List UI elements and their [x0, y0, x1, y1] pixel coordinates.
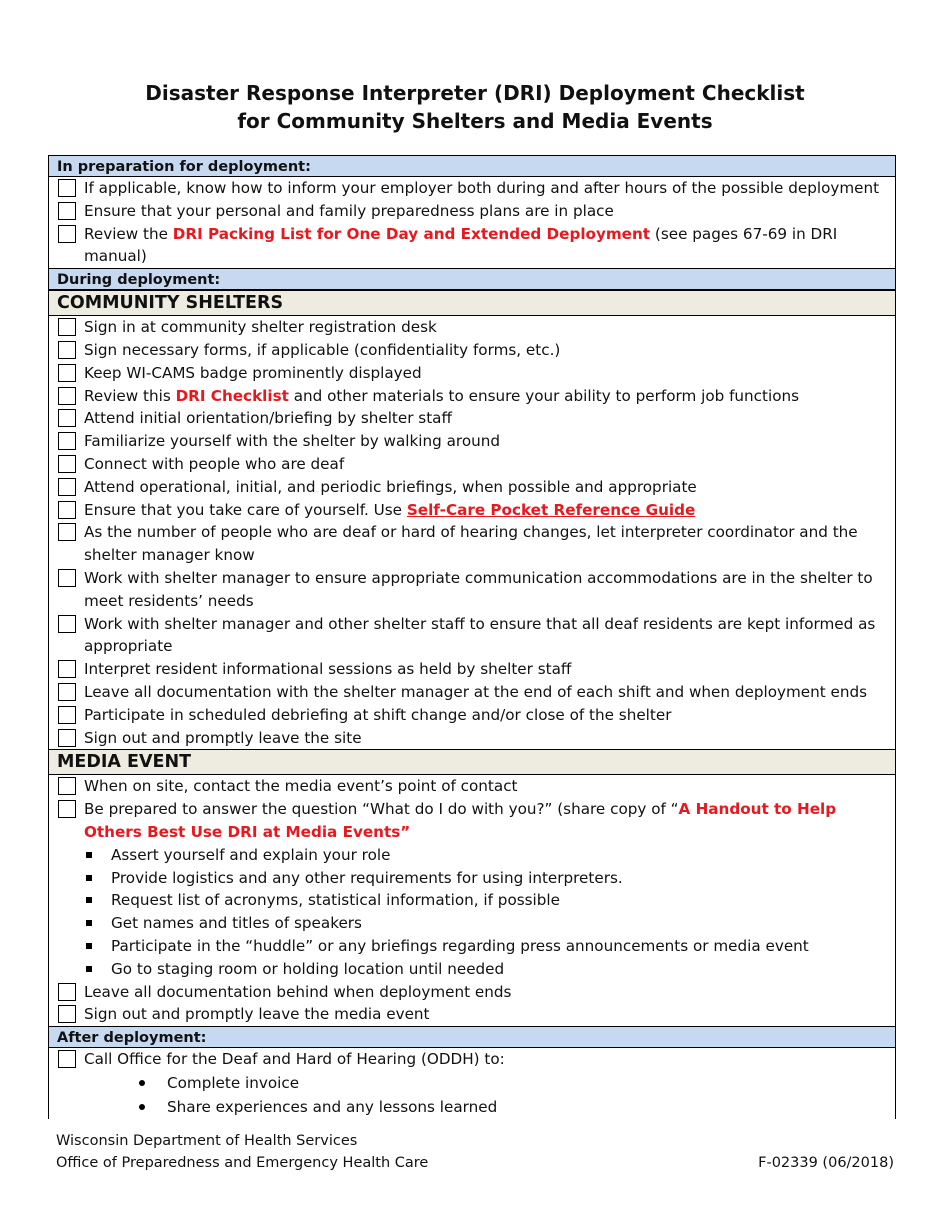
checklist-item	[49, 521, 895, 567]
item-text-after: (see pages 67-69 in DRI manual)	[84, 224, 838, 266]
checkbox[interactable]	[58, 660, 76, 678]
checklist-item	[49, 316, 895, 339]
item-text: If applicable, know how to inform your employer both during and after hours of the possible deployment	[84, 179, 880, 197]
checklist-item	[49, 362, 895, 385]
checklist-item	[49, 385, 895, 408]
checkbox[interactable]	[58, 1050, 76, 1068]
checklist-item	[49, 613, 895, 659]
item-text: Interpret resident informational sessions as held by shelter staff	[84, 660, 572, 679]
square-bullet-icon	[86, 852, 92, 858]
checkbox[interactable]	[58, 432, 76, 450]
item-text: Call Office for the Deaf and Hard of Hearing (ODDH) to:	[84, 1050, 505, 1069]
item-text: Sign out and promptly leave the site	[84, 728, 362, 747]
page-footer	[56, 1131, 894, 1174]
item-text-before: Review the	[84, 224, 173, 243]
square-bullet-icon	[86, 920, 92, 926]
bullet-text: Assert yourself and explain your role	[111, 845, 391, 864]
bullet-text: Participate in the “huddle” or any briefings regarding press announcements or media event	[111, 936, 809, 955]
square-bullet-icon	[86, 897, 92, 903]
list-item	[49, 958, 895, 981]
bullet-text: Request list of acronyms, statistical information, if possible	[111, 891, 560, 910]
checklist-item	[49, 476, 895, 499]
checkbox[interactable]	[58, 706, 76, 724]
checklist-item	[49, 223, 895, 269]
checkbox[interactable]	[58, 983, 76, 1001]
dri-checklist-link[interactable]: DRI Checklist	[175, 386, 289, 405]
packing-list-link[interactable]: DRI Packing List for One Day and Extended Deployment	[172, 224, 651, 243]
item-text	[84, 223, 895, 269]
bullet-text: Complete invoice	[167, 1073, 300, 1092]
checklist-item	[49, 200, 895, 223]
item-text	[84, 385, 895, 408]
item-text: Attend initial orientation/briefing by shelter staff	[84, 409, 452, 428]
checklist-table	[48, 155, 896, 1119]
checkbox[interactable]	[58, 225, 76, 243]
item-text: Leave all documentation behind when deployment ends	[84, 982, 512, 1001]
item-text: Leave all documentation with the shelter manager at the end of each shift and when deployment ends	[84, 682, 868, 701]
item-text: Sign necessary forms, if applicable (confidentiality forms, etc.)	[84, 340, 561, 359]
section-header-community-shelters: COMMUNITY SHELTERS	[49, 290, 895, 316]
list-item	[49, 1095, 895, 1119]
item-text: Attend operational, initial, and periodic briefings, when possible and appropriate	[84, 477, 697, 496]
item-text: When on site, contact the media event’s point of contact	[84, 777, 518, 796]
checkbox[interactable]	[58, 364, 76, 382]
checkbox[interactable]	[58, 455, 76, 473]
list-item	[49, 867, 895, 890]
list-item	[49, 935, 895, 958]
square-bullet-icon	[86, 966, 92, 972]
item-text-before: Ensure that you take care of yourself. Use	[84, 500, 407, 519]
checkbox[interactable]	[58, 800, 76, 818]
bullet-text: Go to staging room or holding location until needed	[111, 959, 505, 978]
item-text-after: and other materials to ensure your ability to perform job functions	[288, 386, 800, 405]
item-text: Work with shelter manager and other shelter staff to ensure that all deaf residents are kept informed as appropriate	[84, 614, 876, 656]
footer-department: Wisconsin Department of Health Services	[56, 1133, 358, 1149]
title-line-2: for Community Shelters and Media Events	[237, 109, 713, 133]
checklist-item	[49, 453, 895, 476]
item-text: Connect with people who are deaf	[84, 454, 345, 473]
checkbox[interactable]	[58, 569, 76, 587]
checkbox[interactable]	[58, 1005, 76, 1023]
checkbox[interactable]	[58, 341, 76, 359]
list-item	[49, 844, 895, 867]
checkbox[interactable]	[58, 501, 76, 519]
checklist-item	[49, 177, 895, 200]
checklist-item	[49, 798, 895, 844]
checklist-item	[49, 339, 895, 362]
item-text-before: Review this	[84, 386, 176, 405]
checklist-item	[49, 499, 895, 522]
item-text-before: Be prepared to answer the question “What do I do with you?” (share copy of “	[84, 800, 679, 819]
section-header-during: During deployment:	[49, 268, 895, 290]
checkbox[interactable]	[58, 683, 76, 701]
checklist-item	[49, 407, 895, 430]
item-text: Sign in at community shelter registration desk	[84, 318, 437, 337]
item-text: Sign out and promptly leave the media event	[84, 1005, 430, 1024]
checkbox[interactable]	[58, 777, 76, 795]
list-item	[49, 889, 895, 912]
item-text: Participate in scheduled debriefing at shift change and/or close of the shelter	[84, 705, 672, 724]
item-text	[84, 798, 895, 844]
checklist-item	[49, 775, 895, 798]
checkbox[interactable]	[58, 523, 76, 541]
document-title	[0, 79, 950, 135]
item-text: Familiarize yourself with the shelter by walking around	[84, 432, 501, 451]
checklist-item	[49, 430, 895, 453]
checkbox[interactable]	[58, 409, 76, 427]
round-bullet-icon	[139, 1080, 145, 1086]
item-text: Work with shelter manager to ensure appropriate communication accommodations are in the shelter to meet residents’ needs	[84, 568, 873, 610]
checklist-item	[49, 981, 895, 1004]
square-bullet-icon	[86, 943, 92, 949]
handout-link[interactable]: A Handout to Help Others Best Use DRI at Media Events”	[84, 800, 837, 841]
footer-office: Office of Preparedness and Emergency Health Care	[56, 1154, 429, 1171]
round-bullet-icon	[139, 1104, 145, 1110]
item-text: As the number of people who are deaf or hard of hearing changes, let interpreter coordinator and the shelter manager know	[84, 523, 858, 565]
square-bullet-icon	[86, 875, 92, 881]
checklist-item	[49, 681, 895, 704]
checkbox[interactable]	[58, 318, 76, 336]
bullet-text: Get names and titles of speakers	[111, 914, 362, 933]
checklist-item	[49, 1003, 895, 1026]
form-number: F-02339 (06/2018)	[758, 1154, 894, 1171]
item-text	[84, 499, 895, 522]
checkbox[interactable]	[58, 729, 76, 747]
checklist-item	[49, 658, 895, 681]
checkbox[interactable]	[58, 478, 76, 496]
bullet-text: Share experiences and any lessons learned	[167, 1097, 498, 1116]
item-text: Keep WI-CAMS badge prominently displayed	[84, 363, 422, 382]
list-item	[49, 912, 895, 935]
bullet-text: Provide logistics and any other requirements for using interpreters.	[111, 868, 623, 887]
section-header-media-event: MEDIA EVENT	[49, 749, 895, 775]
checkbox[interactable]	[58, 615, 76, 633]
checklist-item	[49, 727, 895, 750]
self-care-guide-link[interactable]: Self-Care Pocket Reference Guide	[406, 500, 696, 519]
checklist-item	[49, 1048, 895, 1071]
checkbox[interactable]	[58, 202, 76, 220]
item-text: Ensure that your personal and family preparedness plans are in place	[84, 201, 614, 220]
checkbox[interactable]	[58, 179, 76, 197]
list-item	[49, 1071, 895, 1095]
checklist-item	[49, 704, 895, 727]
checklist-item	[49, 567, 895, 613]
title-line-1: Disaster Response Interpreter (DRI) Deployment Checklist	[145, 81, 805, 105]
section-header-preparation: In preparation for deployment:	[49, 155, 895, 177]
section-header-after: After deployment:	[49, 1026, 895, 1048]
checkbox[interactable]	[58, 387, 76, 405]
